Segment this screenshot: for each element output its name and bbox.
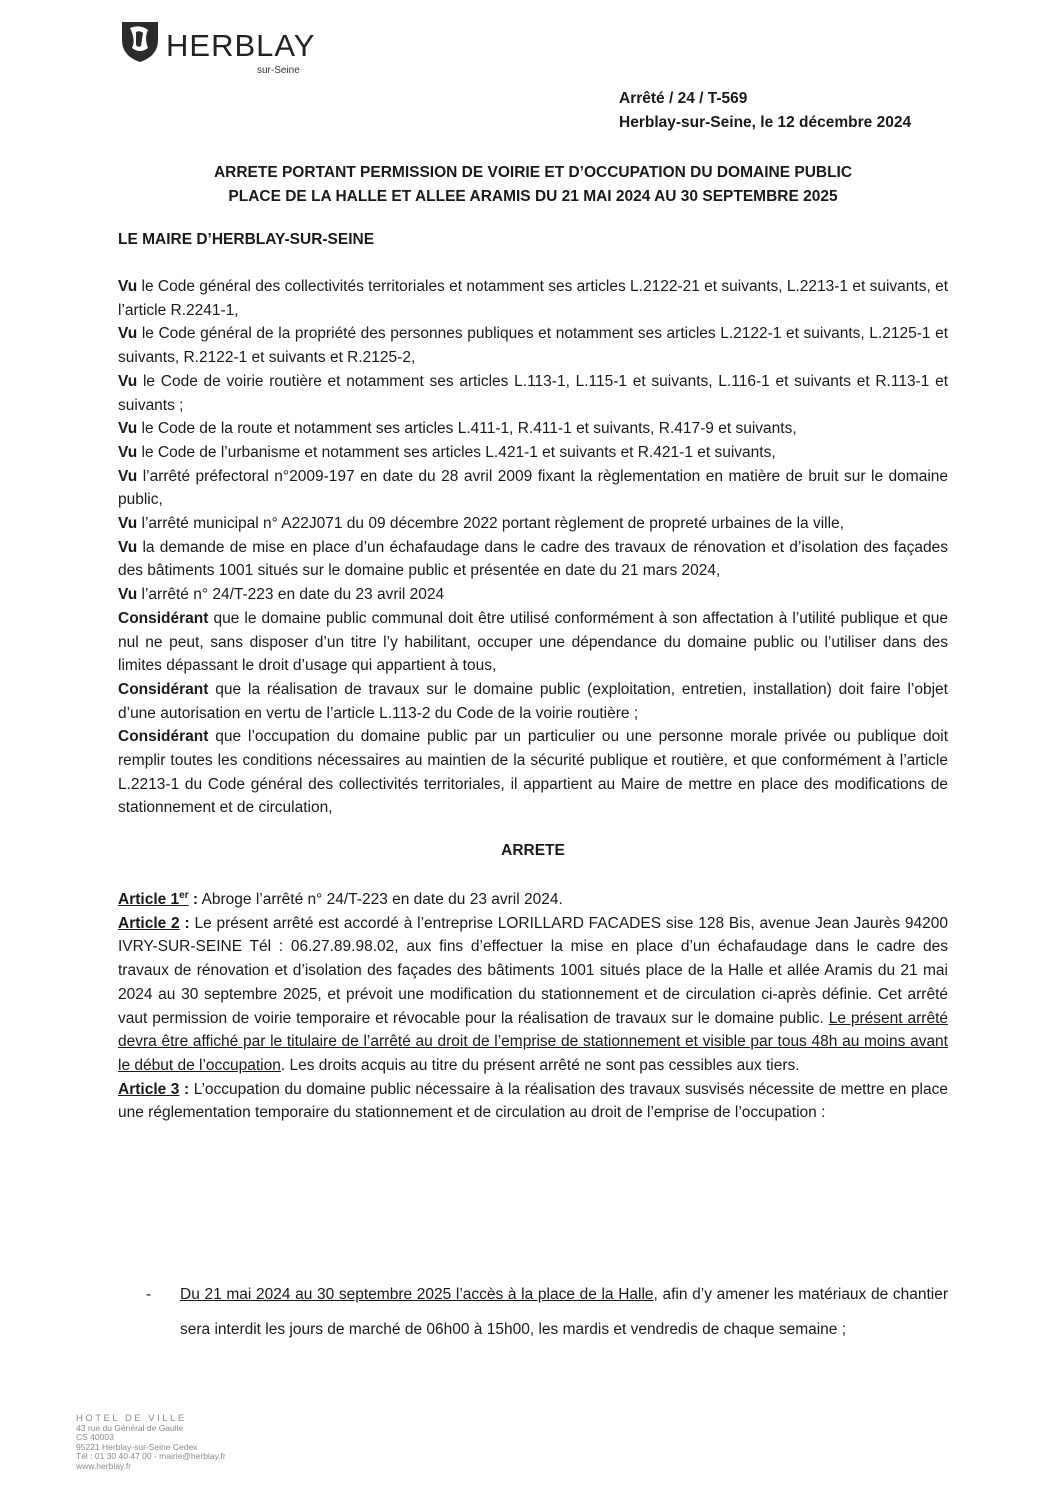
visa-keyword: Vu — [118, 538, 138, 556]
footer-line-2: 43 rue du Général de Gaulle — [76, 1422, 184, 1433]
visa-keyword: Vu — [118, 278, 138, 295]
visas-list — [118, 275, 948, 820]
footer-address — [76, 1414, 226, 1472]
visa-item — [118, 512, 948, 536]
article-2: Article 2 : Le présent arrêté est accordé à l’entreprise LORILLARD FACADES sise 128 Bis, avenue Jean Jaurès 94200 IVRY-SUR-SEINE Tél : 06.27.89.98.02, aux fins d’effectuer la mise en place d’un échafaudage dans le cadre des travaux de rénovation et d’isolation des façades des bâtiments 1001 situés place de la Halle et allée Aramis du 21 mai 2024 au 30 septembre 2025, et prévoit une modification du stationnement et de circulation ci-après définie. Cet arrêté vaut permission de voirie temporaire et révocable pour la réalisation de travaux sur le domaine public. Le présent arrêté devra être affiché par le titulaire de l’arrêté au droit de l’emprise de stationnement et visible par tous 48h au moins avant le début de l’occupation. Les droits acquis au titre du présent arrêté ne sont pas cessibles aux tiers. — [118, 914, 949, 1074]
article-2-display-notice: Le présent arrêté devra être affiché par le titulaire de l’arrêté au droit de l’emprise de stationnement et visible par tous 48h au moins avant le début de l’occupation — [118, 1009, 948, 1074]
visa-keyword: Vu — [118, 515, 138, 533]
visa-text: l’arrêté n° 24/T-223 en date du 23 avril 2024 — [137, 586, 445, 604]
logo-name: HERBLAY — [166, 28, 316, 63]
visa-keyword: Considérant — [118, 609, 209, 627]
document-title — [118, 161, 948, 209]
footer-line-4: 95221 Herblay-sur-Seine Cedex — [76, 1441, 198, 1452]
visa-keyword: Vu — [118, 372, 138, 390]
visa-keyword: Considérant — [118, 680, 209, 698]
visa-text: que la réalisation de travaux sur le domaine public (exploitation, entretien, installation) doit faire l’objet d’une autorisation en vertu de l’article L.113-2 du Code de la voirie routière ; — [118, 680, 948, 722]
visa-keyword: Vu — [118, 586, 138, 604]
article-3: Article 3 : L’occupation du domaine public nécessaire à la réalisation des travaux susvisés nécessite de mettre en place une réglementation temporaire du stationnement et de circulation au droit de l’emprise de l’occupation : — [118, 1080, 948, 1122]
visa-item — [118, 275, 948, 322]
article-3-text: L’occupation du domaine public nécessaire à la réalisation des travaux susvisés nécessite de mettre en place une réglementation temporaire du stationnement et de circulation au droit de l’emprise de l’occupation : — [118, 1080, 948, 1122]
visa-item — [118, 583, 948, 607]
article-2-text-end: . Les droits acquis au titre du présent arrêté ne sont pas cessibles aux tiers. — [280, 1056, 800, 1074]
visa-text: l’arrêté municipal n° A22J071 du 09 décembre 2022 portant règlement de propreté urbaines de la ville, — [137, 515, 844, 533]
visa-keyword: Vu — [118, 420, 138, 438]
decree-number: Arrêté / 24 / T-569 — [619, 90, 748, 107]
footer-line-1: HOTEL DE VILLE — [76, 1413, 187, 1424]
article-3-label: Article 3 — [118, 1080, 180, 1098]
visa-item — [118, 725, 948, 820]
place-and-date: Herblay-sur-Seine, le 12 décembre 2024 — [619, 114, 912, 131]
visa-text: que le domaine public communal doit être utilisé conformément à son affectation à l’utilité publique et que nul ne peut, sans disposer d’un titre l’y habilitant, occuper une dépendance du domaine public ou l’utiliser dans des limites dépassant le droit d’usage qui appartient à tous, — [118, 609, 948, 675]
visa-item — [118, 370, 948, 417]
list-bullet: - — [146, 1286, 152, 1303]
visa-item — [118, 417, 948, 441]
visa-text: le Code de voirie routière et notamment ses articles L.113-1, L.115-1 et suivants, L.116-1 et suivants et R.113-1 et suivants ; — [118, 372, 948, 414]
visa-keyword: Vu — [118, 467, 138, 485]
visa-text: le Code général des collectivités territoriales et notamment ses articles L.2122-21 et suivants, L.2213-1 et suivants, et l’article R.2241-1, — [118, 278, 948, 319]
list-item-period: Du 21 mai 2024 au 30 septembre 2025 l’accès à la place de la Halle — [180, 1286, 654, 1303]
footer-line-5: Tél : 01 30 40 47 00 - mairie@herblay.fr — [76, 1451, 226, 1462]
arrete-heading: ARRETE — [501, 842, 565, 860]
visa-text: l’arrêté préfectoral n°2009-197 en date du 28 avril 2009 fixant la règlementation en matière de bruit sur le domaine public, — [118, 467, 948, 509]
visa-keyword: Vu — [118, 443, 138, 461]
visa-keyword: Vu — [118, 325, 138, 343]
visa-keyword: Considérant — [118, 728, 209, 746]
visa-text: le Code général de la propriété des personnes publiques et notamment ses articles L.2122-1 et suivants, L.2125-1 et suivants, R.2122-1 et suivants et R.2125-2, — [118, 325, 948, 367]
mayor-heading: LE MAIRE D’HERBLAY-SUR-SEINE — [118, 231, 375, 248]
visa-text: le Code de l’urbanisme et notamment ses articles L.421-1 et suivants et R.421-1 et suivants, — [137, 443, 776, 461]
visa-text: le Code de la route et notamment ses articles L.411-1, R.411-1 et suivants, R.417-9 et suivants, — [137, 420, 797, 438]
footer-line-3: CS 40003 — [76, 1432, 114, 1443]
article-2-label: Article 2 — [118, 914, 180, 932]
article-1-text: Abroge l’arrêté n° 24/T-223 en date du 23 avril 2024. — [198, 891, 563, 909]
regulation-list — [118, 1277, 948, 1347]
footer-line-6: www.herblay.fr — [76, 1460, 132, 1471]
visa-text: la demande de mise en place d’un échafaudage dans le cadre des travaux de rénovation et d’isolation des façades des bâtiments 1001 situés sur le domaine public et présentée en date du 21 mars 2024, — [118, 538, 948, 580]
visa-item — [118, 678, 948, 725]
visa-item — [118, 322, 948, 369]
list-item — [180, 1277, 948, 1347]
visa-text: que l’occupation du domaine public par un particulier ou une personne morale privée ou publique doit remplir toutes les conditions nécessaires au maintien de la sécurité publique et routière, et que conformément à l’article L.2213-1 du Code général des collectivités territoriales, il appartient au Maire de mettre en place des modifications de stationnement et de circulation, — [118, 728, 948, 817]
title-line-1: ARRETE PORTANT PERMISSION DE VOIRIE ET D’OCCUPATION DU DOMAINE PUBLIC — [213, 164, 853, 181]
logo-subtitle: sur-Seine — [257, 65, 300, 76]
article-2-text: Le présent arrêté est accordé à l’entreprise LORILLARD FACADES sise 128 Bis, avenue Jean Jaurès 94200 IVRY-SUR-SEINE Tél : 06.27.89.98.02, aux fins d’effectuer la mise en place d’un échafaudage dans le cadre des travaux de rénovation et d’isolation des façades des bâtiments 1001 situés place de la Halle et allée Aramis du 21 mai 2024 au 30 septembre 2025, et prévoit une modification du stationnement et de circulation ci-après définie. Cet arrêté vaut permission de voirie temporaire et révocable pour la réalisation de travaux sur le domaine public. — [118, 914, 949, 1027]
city-crest-icon — [118, 18, 162, 64]
article-1-label: Article 1er — [118, 889, 189, 909]
document-reference — [619, 87, 911, 135]
city-logo — [118, 18, 338, 78]
article-1: Article 1er : Abroge l’arrêté n° 24/T-223 en date du 23 avril 2024. — [118, 889, 563, 909]
title-line-2: PLACE DE LA HALLE ET ALLEE ARAMIS DU 21 MAI 2024 AU 30 SEPTEMBRE 2025 — [228, 188, 838, 205]
visa-item — [118, 607, 948, 678]
visa-item — [118, 465, 948, 512]
document-body — [118, 275, 948, 1125]
list-item-text: , afin d’y amener les matériaux de chantier sera interdit les jours de marché de 06h00 à 15h00, les mardis et vendredis de chaque semaine ; — [180, 1286, 948, 1338]
visa-item — [118, 536, 948, 583]
visa-item — [118, 441, 948, 465]
